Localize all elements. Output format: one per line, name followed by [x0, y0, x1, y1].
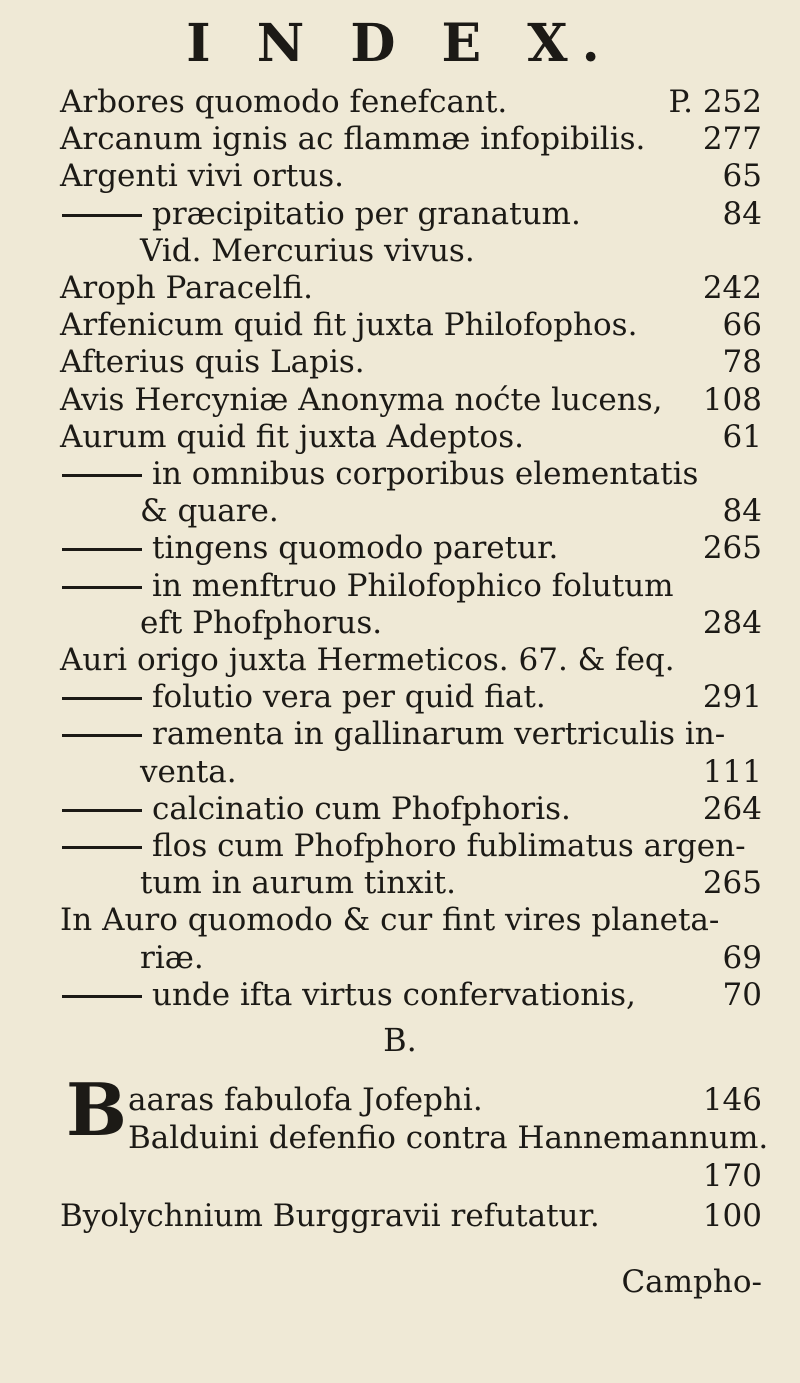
entry-text: calcinatio cum Phofphoris. [152, 790, 571, 827]
index-entry [0, 156, 800, 196]
ditto-dash [62, 214, 142, 217]
entry-text: Byolychnium Burggravii refutatur. [60, 1198, 600, 1234]
index-entry [0, 454, 800, 494]
entry-page-number: 264 [702, 790, 762, 827]
entry-page-number: 111 [702, 753, 762, 790]
entry-page-number: 69 [722, 939, 762, 976]
ditto-dash [62, 586, 142, 589]
entry-page-number: P. 252 [668, 84, 762, 120]
entry-text: Auri origo juxta Hermeticos. 67. & feq. [60, 642, 675, 678]
entry-text: Aurum quid fit juxta Adeptos. [60, 418, 524, 455]
entry-text: Afterius quis Lapis. [60, 344, 365, 381]
entry-text: ramenta in gallinarum vertriculis in- [152, 716, 726, 753]
index-entry [0, 975, 800, 1015]
entry-text: venta. [140, 753, 237, 790]
entry-text: Aroph Paracelfi. [60, 270, 313, 306]
index-entry [0, 677, 800, 717]
index-entry-b [0, 1118, 800, 1158]
index-entry [0, 938, 800, 978]
index-entry [0, 380, 800, 420]
page-header: I N D E X. [186, 13, 614, 74]
index-entry [0, 491, 800, 531]
entry-text: Balduini defenfio contra Hannemannum. [128, 1120, 769, 1156]
entry-text: folutio vera per quid fiat. [152, 679, 546, 716]
entry-text: unde ifta virtus confervationis, [152, 976, 636, 1013]
ditto-dash [62, 474, 142, 477]
index-entry [0, 194, 800, 234]
index-entry [0, 417, 800, 457]
index-entry [0, 342, 800, 382]
ditto-dash [62, 548, 142, 551]
entry-text: aaras fabulofa Jofephi. [128, 1082, 483, 1118]
entry-text: eft Phofphorus. [140, 604, 383, 641]
entry-text: Arcanum ignis ac flammæ infopibilis. [60, 121, 646, 158]
index-entry [0, 566, 800, 606]
index-entry [0, 863, 800, 903]
entry-page-number: 277 [702, 121, 762, 158]
index-entry [0, 82, 800, 122]
index-entry [0, 119, 800, 159]
section-letter: B. [383, 1021, 417, 1059]
ditto-dash [62, 809, 142, 812]
entry-page-number: 66 [722, 307, 762, 344]
catchword: Campho- [621, 1264, 762, 1300]
entry-text: Arbores quomodo fenefcant. [60, 84, 508, 120]
entry-page-number: 70 [722, 976, 762, 1013]
entry-text: & quare. [140, 493, 279, 530]
index-entry [0, 900, 800, 940]
entry-page-number: 78 [722, 344, 762, 381]
entry-page-number: 265 [702, 865, 762, 902]
index-entry [0, 528, 800, 568]
entry-page-number: 84 [722, 493, 762, 530]
entry-text: flos cum Phofphoro fublimatus argen- [152, 828, 746, 864]
entry-text: Vid. Mercurius vivus. [140, 232, 475, 269]
entry-page-number: 61 [722, 418, 762, 455]
entry-text: tingens quomodo paretur. [152, 530, 559, 567]
entry-page-number: 291 [702, 679, 762, 716]
entry-page-number: 242 [702, 270, 762, 306]
entry-page-number: 146 [702, 1082, 762, 1118]
index-entry-b [0, 1196, 800, 1236]
ditto-dash [62, 995, 142, 998]
ditto-dash [62, 697, 142, 700]
ditto-dash [62, 734, 142, 737]
entry-page-number: 84 [722, 195, 762, 232]
entry-text: præcipitatio per granatum. [152, 195, 581, 232]
entry-text: Arfenicum quid fit juxta Philofophos. [60, 307, 638, 344]
index-entry [0, 752, 800, 792]
index-entry [0, 640, 800, 680]
entry-text: in menftruo Philofophico folutum [152, 567, 674, 604]
index-entry-b [0, 1156, 800, 1196]
index-entry [0, 305, 800, 345]
entry-text: riæ. [140, 939, 204, 976]
entry-text: Avis Hercyniæ Anonyma noćte lucens, [60, 381, 663, 418]
entry-text: in omnibus corporibus elementatis [152, 456, 699, 492]
entry-page-number: 108 [702, 381, 762, 418]
index-entry [0, 714, 800, 754]
ditto-dash [62, 846, 142, 849]
index-entry [0, 603, 800, 643]
entry-page-number: 100 [702, 1198, 762, 1234]
index-entry [0, 826, 800, 866]
entry-text: In Auro quomodo & cur fint vires planeta- [60, 902, 720, 939]
entry-text: Argenti vivi ortus. [60, 158, 344, 195]
entry-page-number: 284 [702, 604, 762, 641]
index-entry [0, 268, 800, 308]
index-entry [0, 789, 800, 829]
entry-page-number: 65 [722, 158, 762, 195]
entry-text: tum in aurum tinxit. [140, 865, 456, 902]
entry-page-number: 265 [702, 530, 762, 567]
index-entry [0, 231, 800, 271]
index-entry-b [0, 1080, 800, 1120]
entry-page-number: 170 [702, 1158, 762, 1194]
drop-cap: B [66, 1067, 127, 1152]
